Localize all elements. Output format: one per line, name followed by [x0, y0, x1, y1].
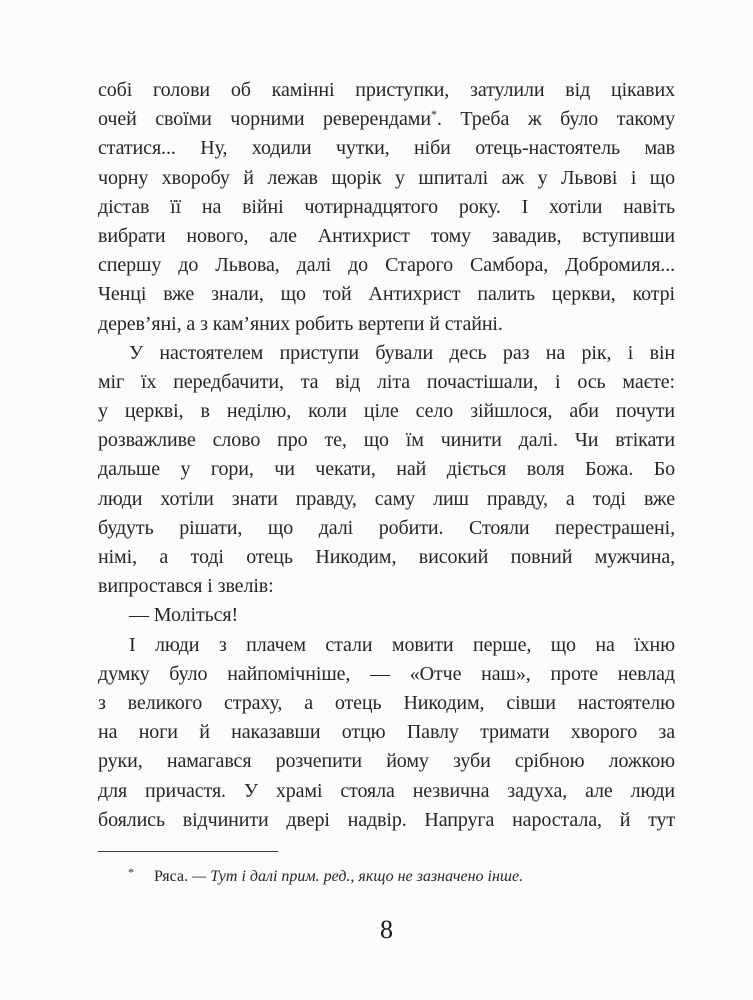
- text-line: дальше у гори, чи чекати, най діється воля Божа. Бо: [98, 458, 675, 481]
- text-line: очей своїми чорними реверендами*. Треба ж було такому: [98, 107, 675, 131]
- text-line: німі, а тоді отець Никодим, високий повний мужчина,: [98, 546, 675, 568]
- text-line: на ноги й наказавши отцю Павлу тримати хворого за: [98, 721, 675, 744]
- text-line: У настоятелем приступи бували десь раз на рік, і він: [129, 341, 675, 364]
- text-line: руки, намагався розчепити йому зуби срібною ложкою: [98, 750, 675, 773]
- text-line: статися... Ну, ходили чутки, ніби отець-настоятель мав: [98, 137, 675, 160]
- body-text: [98, 76, 675, 835]
- text-line: розважливе слово про те, що їм чинити далі. Чи втікати: [98, 429, 675, 452]
- text-line: випростався і звелів:: [98, 575, 274, 598]
- text-line: собі голови об камінні приступки, затулили від цікавих: [98, 79, 675, 101]
- footnote-term: Ряса.: [154, 867, 189, 885]
- text-line: міг їх передбачити, та від літа почастішали, і ось маєте:: [98, 370, 675, 393]
- text-line: дерев’яні, а з кам’яних робить вертепи й стайні.: [98, 312, 503, 335]
- footnote: [98, 862, 675, 887]
- footnote-note: Тут і далі прим. ред., якщо не зазначено інше.: [210, 867, 524, 885]
- text-line: у церкві, в неділю, коли ціле село зійшлося, аби почути: [98, 400, 675, 423]
- footnote-rule: [98, 851, 278, 852]
- footnote-ref: *: [430, 107, 437, 122]
- text-line: для причастя. У храмі стояла незвична задуха, але люди: [98, 779, 675, 802]
- text-line: боялись відчинити двері надвір. Напруга наростала, й тут: [98, 808, 675, 831]
- footnote-marker: *: [128, 864, 134, 879]
- text-line: вибрати нового, але Антихрист тому завадив, вступивши: [98, 224, 675, 247]
- text-line: люди хотіли знати правду, саму лиш правду, а тоді вже: [98, 487, 675, 510]
- text-line: думку було найпомічніше, — «Отче наш», проте невлад: [98, 662, 675, 685]
- text-line: — Моліться!: [129, 604, 239, 627]
- text-line: дістав її на війні чотирнадцятого року. І хотіли навіть: [98, 195, 675, 218]
- text-line: з великого страху, а отець Никодим, сівши настоятелю: [98, 691, 675, 714]
- footnote-dash: —: [192, 867, 207, 885]
- text-line: будуть рішати, що далі робити. Стояли перестрашені,: [98, 516, 675, 539]
- text-line: І люди з плачем стали мовити перше, що на їхню: [129, 633, 675, 656]
- text-line: чорну хворобу й лежав щорік у шпиталі аж у Львові і що: [98, 166, 675, 189]
- page-number: 8: [380, 914, 393, 944]
- text-line: спершу до Львова, далі до Старого Самбора, Добромиля...: [98, 254, 675, 277]
- text-line: Ченці вже знали, що той Антихрист палить церкви, котрі: [98, 283, 675, 306]
